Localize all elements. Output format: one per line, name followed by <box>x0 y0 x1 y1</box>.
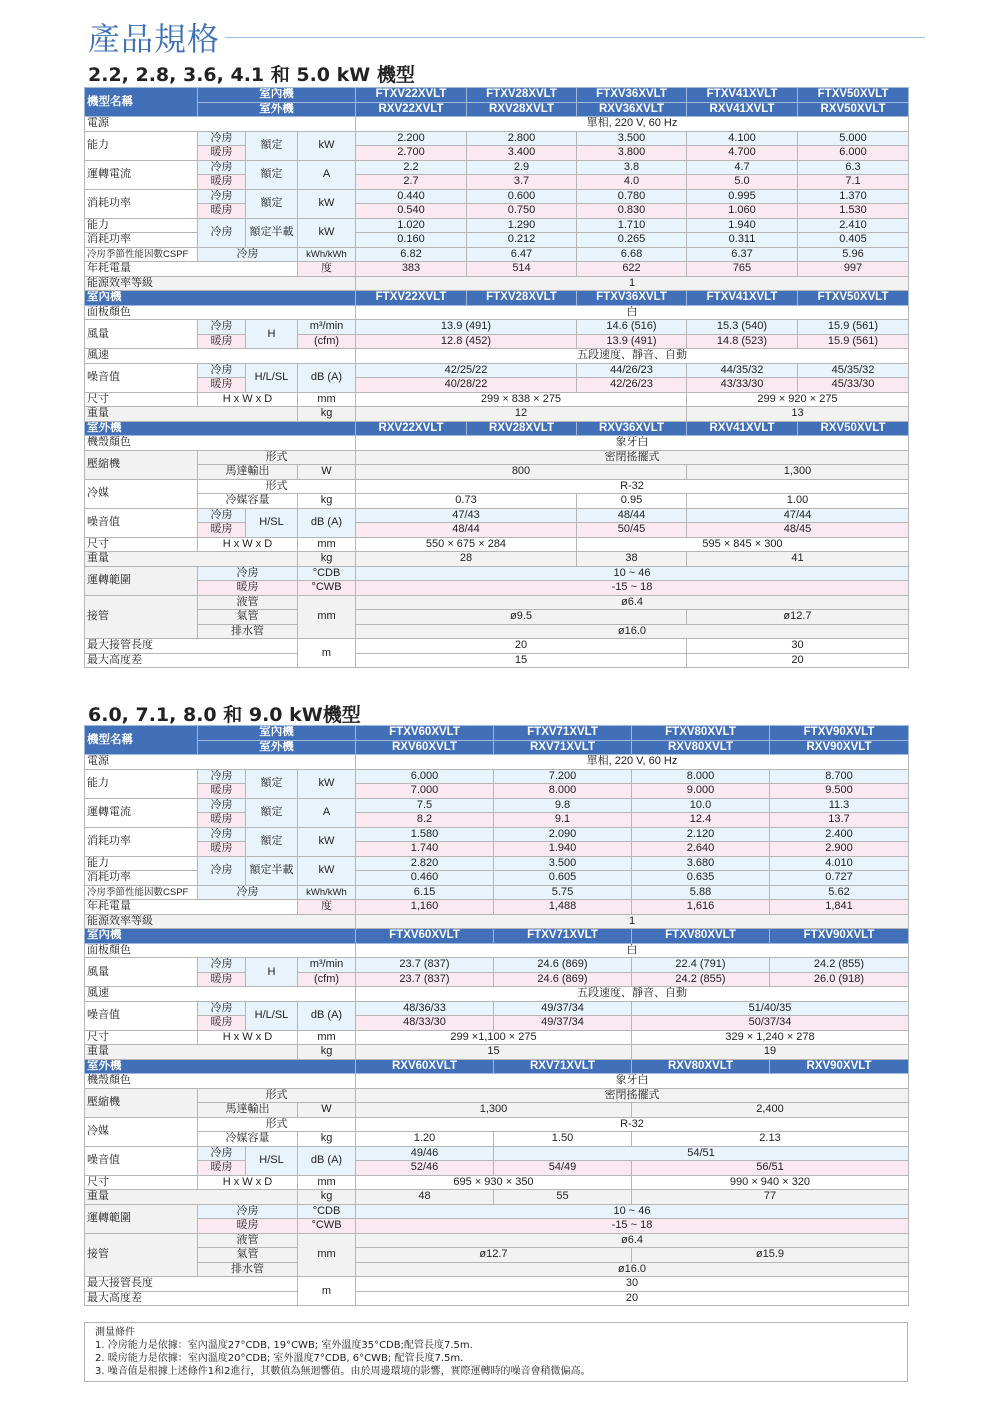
half-load-power-row: 消耗功率 0.460 0.605 0.635 0.727 <box>85 871 909 886</box>
max-height-diff-row: 最大高度差 20 <box>85 1291 909 1306</box>
power-cool-row: 消耗功率 冷房 額定 kW 0.440 0.600 0.780 0.995 1.370 <box>85 189 909 204</box>
current-cool-row: 運轉電流 冷房 額定 A 7.5 9.8 10.0 11.3 <box>85 798 909 813</box>
indoor-section-header: 室內機 FTXV22XVLT FTXV28XVLT FTXV36XVLT FTXV41XVLT FTXV50XVLT <box>85 291 909 306</box>
power-heat-row: 暖房 1.740 1.940 2.640 2.900 <box>85 842 909 857</box>
condition-item: 3. 噪音值是根據上述條件1和2進行，其數值為無迴響值。由於周邊環境的影響，實際運轉時的噪音會稍微偏高。 <box>95 1366 591 1377</box>
outdoor-noise-cool-row: 噪音值 冷房 H/SL dB (A) 49/46 54/51 <box>85 1146 909 1161</box>
section-title-small-models: 2.2, 2.8, 3.6, 4.1 和 5.0 kW 機型 <box>88 64 415 86</box>
cspf-row: 冷房季節性能因數CSPF 冷房 kWh/kWh 6.82 6.47 6.68 6.37 5.96 <box>85 247 909 262</box>
outdoor-section-header: 室外機 RXV22XVLT RXV28XVLT RXV36XVLT RXV41XVLT RXV50XVLT <box>85 421 909 436</box>
motor-output-row: 馬達輸出 W 1,300 2,400 <box>85 1103 909 1118</box>
piping-liquid-row: 接管 液管 mm ø6.4 <box>85 595 909 610</box>
capacity-heat-row: 暖房 7.000 8.000 9.000 9.500 <box>85 784 909 799</box>
spec-table-small-models <box>84 87 909 668</box>
airflow-cool-row: 風量 冷房 H m³/min 23.7 (837) 24.6 (869) 22.4 (791) 24.2 (855) <box>85 958 909 973</box>
annual-consumption-row: 年耗電量 度 1,160 1,488 1,616 1,841 <box>85 900 909 915</box>
indoor-model-row: 機型名稱 室內機 FTXV22XVLT FTXV28XVLT FTXV36XVLT FTXV41XVLT FTXV50XVLT <box>85 88 909 103</box>
energy-grade-row: 能源效率等級 1 <box>85 276 909 291</box>
outdoor-weight-row: 重量 kg 28 38 41 <box>85 552 909 567</box>
airflow-heat-row: 暖房 (cfm) 12.8 (452) 13.9 (491) 14.8 (523) 15.9 (561) <box>85 334 909 349</box>
airflow-cool-row: 風量 冷房 H m³/min 13.9 (491) 14.6 (516) 15.3 (540) 15.9 (561) <box>85 320 909 335</box>
cspf-row: 冷房季節性能因數CSPF 冷房 kWh/kWh 6.15 5.75 5.88 5.62 <box>85 885 909 900</box>
operating-range-cool-row: 運轉範圍 冷房 °CDB 10 ~ 46 <box>85 1204 909 1219</box>
outdoor-dimensions-row: 尺寸 H x W x D mm 695 × 930 × 350 990 × 940 × 320 <box>85 1175 909 1190</box>
indoor-section-header: 室內機 FTXV60XVLT FTXV71XVLT FTXV80XVLT FTXV90XVLT <box>85 929 909 944</box>
operating-range-heat-row: 暖房 °CWB -15 ~ 18 <box>85 1219 909 1234</box>
power-heat-row: 暖房 0.540 0.750 0.830 1.060 1.530 <box>85 204 909 219</box>
outdoor-model-row: 室外機 RXV22XVLT RXV28XVLT RXV36XVLT RXV41XVLT RXV50XVLT <box>85 102 909 117</box>
condition-item: 1. 冷房能力是依據：室內溫度27°CDB, 19°CWB; 室外溫度35°CDB;配管長度7.5m. <box>95 1340 473 1351</box>
energy-grade-row: 能源效率等級 1 <box>85 914 909 929</box>
condition-item: 2. 暖房能力是依據：室內溫度20°CDB; 室外溫度7°CDB, 6°CWB; 配管長度7.5m. <box>95 1353 464 1364</box>
panel-color-row: 面板顏色 白 <box>85 305 909 320</box>
compressor-type-row: 壓縮機 形式 密閉搖擺式 <box>85 1088 909 1103</box>
refrigerant-charge-row: 冷媒容量 kg 0.73 0.95 1.00 <box>85 494 909 509</box>
outdoor-weight-row: 重量 kg 48 55 77 <box>85 1190 909 1205</box>
panel-color-row: 面板顏色 白 <box>85 943 909 958</box>
indoor-noise-cool-row: 噪音值 冷房 H/L/SL dB (A) 48/36/33 49/37/34 51/40/35 <box>85 1001 909 1016</box>
half-load-power-row: 消耗功率 0.160 0.212 0.265 0.311 0.405 <box>85 233 909 248</box>
indoor-weight-row: 重量 kg 15 19 <box>85 1045 909 1060</box>
indoor-model-row: 機型名稱 室內機 FTXV60XVLT FTXV71XVLT FTXV80XVLT FTXV90XVLT <box>85 726 909 741</box>
max-pipe-length-row: 最大接管長度 m 30 <box>85 1277 909 1292</box>
outdoor-noise-cool-row: 噪音值 冷房 H/SL dB (A) 47/43 48/44 47/44 <box>85 508 909 523</box>
refrigerant-type-row: 冷媒 形式 R-32 <box>85 1117 909 1132</box>
indoor-dimensions-row: 尺寸 H x W x D mm 299 × 838 × 275 299 × 920 × 275 <box>85 392 909 407</box>
half-load-capacity-row: 能力 冷房 額定半載 kW 1.020 1.290 1.710 1.940 2.410 <box>85 218 909 233</box>
indoor-weight-row: 重量 kg 12 13 <box>85 407 909 422</box>
half-load-capacity-row: 能力 冷房 額定半載 kW 2.820 3.500 3.680 4.010 <box>85 856 909 871</box>
indoor-noise-heat-row: 暖房 48/33/30 49/37/34 50/37/34 <box>85 1016 909 1031</box>
power-cool-row: 消耗功率 冷房 額定 kW 1.580 2.090 2.120 2.400 <box>85 827 909 842</box>
current-heat-row: 暖房 2.7 3.7 4.0 5.0 7.1 <box>85 175 909 190</box>
outdoor-section-header: 室外機 RXV60XVLT RXV71XVLT RXV80XVLT RXV90XVLT <box>85 1059 909 1074</box>
conditions-title: 測量條件 <box>95 1327 135 1338</box>
annual-consumption-row: 年耗電量 度 383 514 622 765 997 <box>85 262 909 277</box>
capacity-cool-row: 能力 冷房 額定 kW 6.000 7.200 8.000 8.700 <box>85 769 909 784</box>
model-name-label: 機型名稱 <box>85 88 198 117</box>
indoor-noise-cool-row: 噪音值 冷房 H/L/SL dB (A) 42/25/22 44/26/23 44/35/32 45/35/32 <box>85 363 909 378</box>
max-height-diff-row: 最大高度差 15 20 <box>85 653 909 668</box>
title-divider <box>225 37 925 38</box>
fan-speed-row: 風速 五段速度、靜音、自動 <box>85 987 909 1002</box>
piping-liquid-row: 接管 液管 mm ø6.4 <box>85 1233 909 1248</box>
piping-gas-row: 氣管 ø12.7 ø15.9 <box>85 1248 909 1263</box>
casing-color-row: 機殼顏色 象牙白 <box>85 436 909 451</box>
section-title-large-models: 6.0, 7.1, 8.0 和 9.0 kW機型 <box>88 704 361 726</box>
current-cool-row: 運轉電流 冷房 額定 A 2.2 2.9 3.8 4.7 6.3 <box>85 160 909 175</box>
capacity-cool-row: 能力 冷房 額定 kW 2.200 2.800 3.500 4.100 5.000 <box>85 131 909 146</box>
measurement-conditions-box <box>84 1322 908 1382</box>
outdoor-dimensions-row: 尺寸 H x W x D mm 550 × 675 × 284 595 × 845 × 300 <box>85 537 909 552</box>
fan-speed-row: 風速 五段速度、靜音、自動 <box>85 349 909 364</box>
max-pipe-length-row: 最大接管長度 m 20 30 <box>85 639 909 654</box>
refrigerant-charge-row: 冷媒容量 kg 1.20 1.50 2.13 <box>85 1132 909 1147</box>
indoor-noise-heat-row: 暖房 40/28/22 42/26/23 43/33/30 45/33/30 <box>85 378 909 393</box>
compressor-type-row: 壓縮機 形式 密閉搖擺式 <box>85 450 909 465</box>
capacity-heat-row: 暖房 2.700 3.400 3.800 4.700 6.000 <box>85 146 909 161</box>
outdoor-noise-heat-row: 暖房 48/44 50/45 48/45 <box>85 523 909 538</box>
piping-drain-row: 排水管 ø16.0 <box>85 1262 909 1277</box>
outdoor-noise-heat-row: 暖房 52/46 54/49 56/51 <box>85 1161 909 1176</box>
operating-range-cool-row: 運轉範圍 冷房 °CDB 10 ~ 46 <box>85 566 909 581</box>
power-supply-row: 電源 單相, 220 V, 60 Hz <box>85 755 909 770</box>
page-title: 產品規格 <box>88 20 221 58</box>
piping-drain-row: 排水管 ø16.0 <box>85 624 909 639</box>
spec-table-large-models <box>84 725 909 1306</box>
refrigerant-type-row: 冷媒 形式 R-32 <box>85 479 909 494</box>
piping-gas-row: 氣管 ø9.5 ø12.7 <box>85 610 909 625</box>
power-supply-row: 電源 單相, 220 V, 60 Hz <box>85 117 909 132</box>
operating-range-heat-row: 暖房 °CWB -15 ~ 18 <box>85 581 909 596</box>
current-heat-row: 暖房 8.2 9.1 12.4 13.7 <box>85 813 909 828</box>
airflow-heat-row: 暖房 (cfm) 23.7 (837) 24.6 (869) 24.2 (855) 26.0 (918) <box>85 972 909 987</box>
motor-output-row: 馬達輸出 W 800 1,300 <box>85 465 909 480</box>
indoor-dimensions-row: 尺寸 H x W x D mm 299 ×1,100 × 275 329 × 1,240 × 278 <box>85 1030 909 1045</box>
casing-color-row: 機殼顏色 象牙白 <box>85 1074 909 1089</box>
outdoor-model-row: 室外機 RXV60XVLT RXV71XVLT RXV80XVLT RXV90XVLT <box>85 740 909 755</box>
